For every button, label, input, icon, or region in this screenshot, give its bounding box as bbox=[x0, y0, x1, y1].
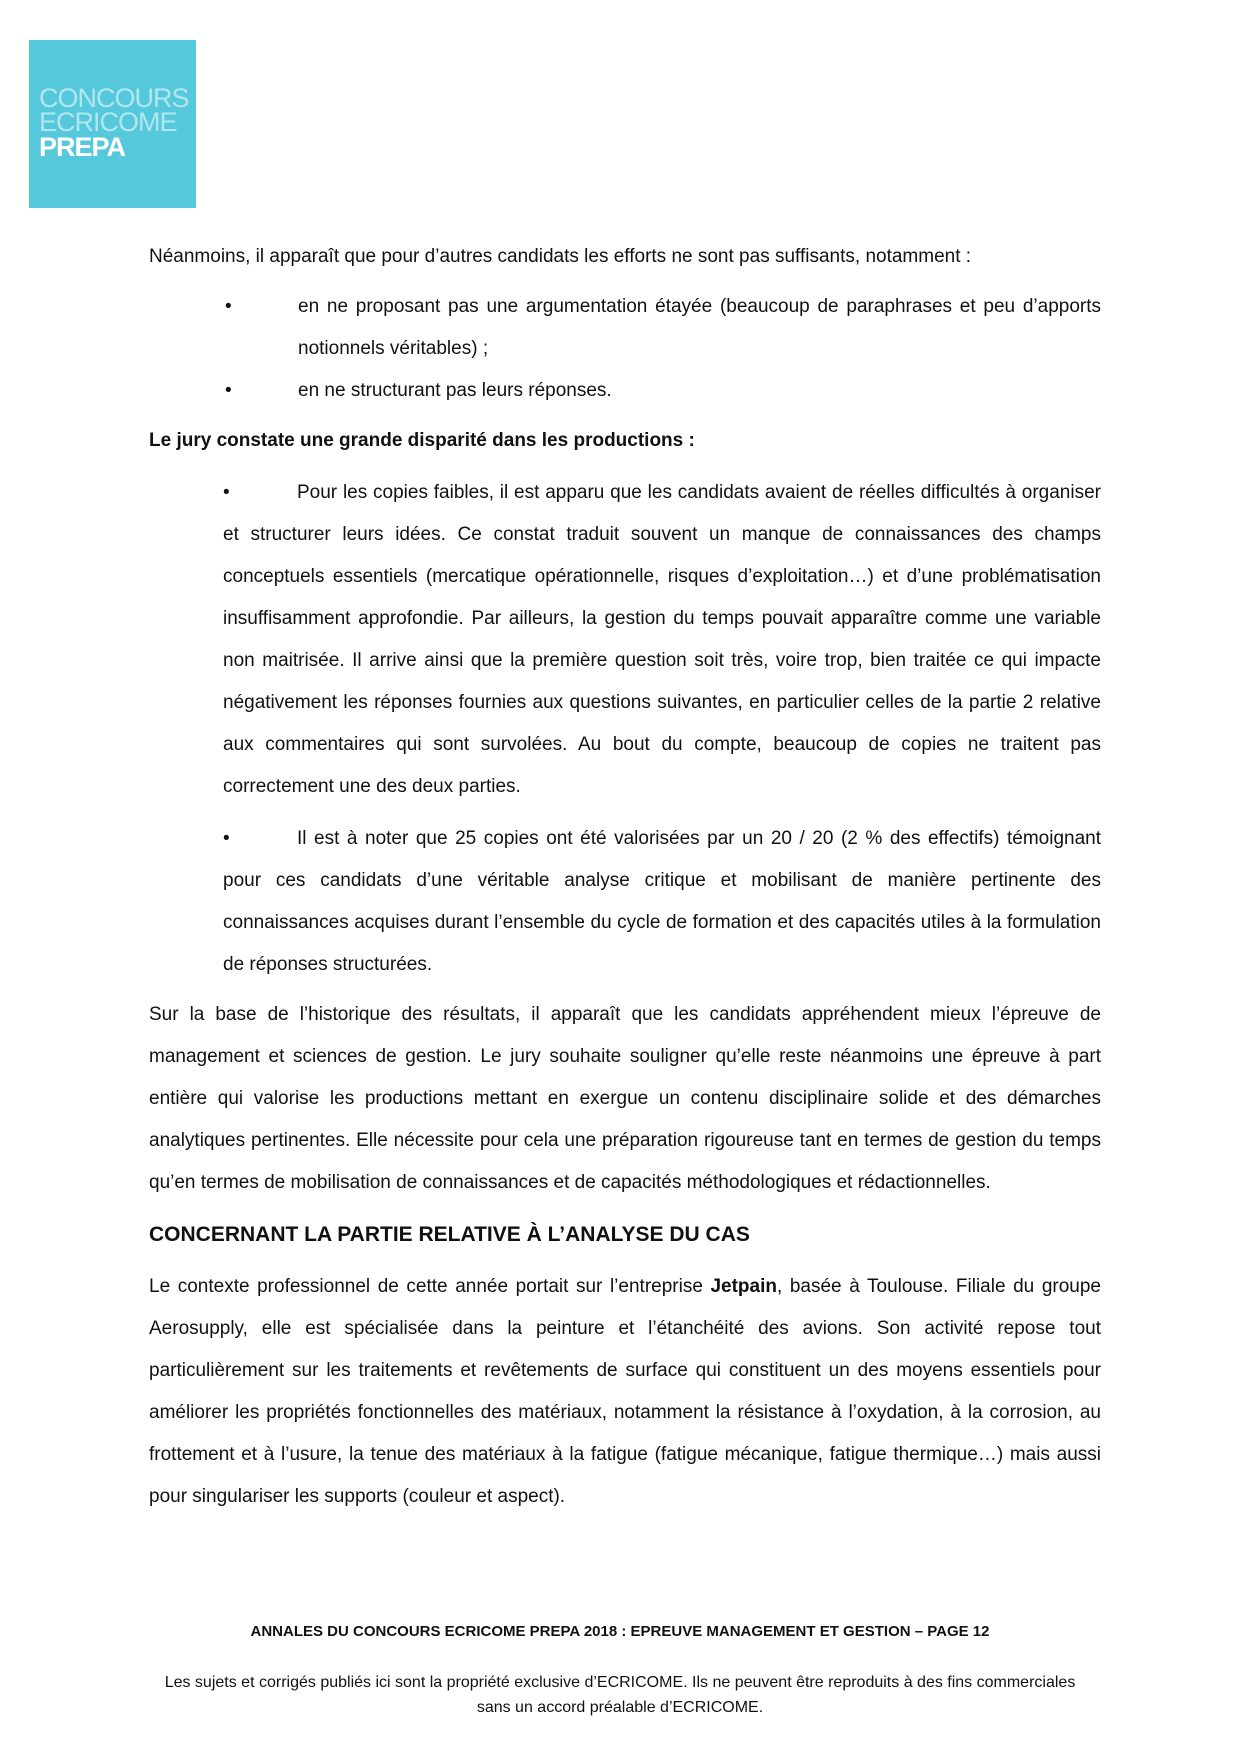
bullet-paragraph-text: Pour les copies faibles, il est apparu que les candidats avaient de réelles difficultés à organiser et structurer leurs idées. Ce constat traduit souvent un manque de connaissances des champs conceptuels essentiels (mercatique opérationnelle, risques d’exploitation…) et d’une problématisation insuffisamment approfondie. Par ailleurs, la gestion du temps pouvait apparaître comme une variable non maitrisée. Il arrive ainsi que la première question soit très, voire trop, bien traitée ce qui impacte négativement les réponses fournies aux questions suivantes, en particulier celles de la partie 2 relative aux commentaires qui sont survolées. Au bout du compte, beaucoup de copies ne traitent pas correctement une des deux parties. bbox=[223, 482, 1101, 797]
bullet-text: en ne proposant pas une argumentation étayée (beaucoup de paraphrases et peu d’apports notionnels véritables) ; bbox=[298, 296, 1101, 359]
context-text-after: , basée à Toulouse. Filiale du groupe Aerosupply, elle est spécialisée dans la peinture et l’étanchéité des avions. Son activité repose tout particulièrement sur les traitements et revêtements de surface qui constituent un des moyens essentiels pour améliorer les propriétés fonctionnelles des matériaux, notamment la résistance à l’oxydation, à la corrosion, au frottement et à l’usure, la tenue des matériaux à la fatigue (fatigue mécanique, fatigue thermique…) mais aussi pour singulariser les supports (couleur et aspect). bbox=[149, 1276, 1101, 1507]
footer-copyright-note: Les sujets et corrigés publiés ici sont la propriété exclusive d’ECRICOME. Ils ne peuvent être reproduits à des fins commerciales sans un accord préalable d’ECRICOME. bbox=[164, 1674, 1076, 1716]
bullet-paragraph bbox=[223, 818, 1101, 986]
company-name: Jetpain bbox=[710, 1276, 777, 1297]
bullet-item bbox=[149, 286, 1101, 370]
logo-line-ecricome: ECRICOME bbox=[39, 107, 177, 137]
bullet-icon: • bbox=[225, 296, 232, 317]
footer-title: ANNALES DU CONCOURS ECRICOME PREPA 2018 : EPREUVE MANAGEMENT ET GESTION – PAGE 12 bbox=[250, 1623, 990, 1640]
bullet-icon: • bbox=[223, 482, 230, 503]
bullet-icon: • bbox=[223, 828, 230, 849]
context-paragraph bbox=[149, 1266, 1101, 1518]
results-paragraph: Sur la base de l’historique des résultats, il apparaît que les candidats appréhendent mieux l’épreuve de management et sciences de gestion. Le jury souhaite souligner qu’elle reste néanmoins une épreuve à part entière qui valorise les productions mettant en exergue un contenu disciplinaire solide et des démarches analytiques pertinentes. Elle nécessite pour cela une préparation rigoureuse tant en termes de gestion du temps qu’en termes de mobilisation de connaissances et de capacités méthodologiques et rédactionnelles. bbox=[149, 1004, 1101, 1193]
logo-line-prepa: PREPA bbox=[39, 132, 126, 162]
bullet-paragraph bbox=[223, 472, 1101, 808]
context-text-before: Le contexte professionnel de cette année portait sur l’entreprise bbox=[149, 1276, 711, 1297]
jury-heading: Le jury constate une grande disparité dans les productions : bbox=[149, 430, 695, 451]
intro-paragraph: Néanmoins, il apparaît que pour d’autres candidats les efforts ne sont pas suffisants, notamment : bbox=[149, 246, 972, 267]
bullet-text: en ne structurant pas leurs réponses. bbox=[298, 380, 612, 401]
ecricome-logo bbox=[29, 40, 196, 208]
bullet-icon: • bbox=[225, 380, 232, 401]
section-heading: CONCERNANT LA PARTIE RELATIVE À L’ANALYSE DU CAS bbox=[149, 1223, 750, 1246]
bullet-paragraph-text: Il est à noter que 25 copies ont été valorisées par un 20 / 20 (2 % des effectifs) témoignant pour ces candidats d’une véritable analyse critique et mobilisant de manière pertinente des connaissances acquises durant l’ensemble du cycle de formation et des capacités utiles à la formulation de réponses structurées. bbox=[223, 828, 1101, 975]
logo-line-concours: CONCOURS bbox=[39, 83, 189, 113]
bullet-item bbox=[149, 370, 1101, 412]
document-body bbox=[149, 236, 1101, 1518]
